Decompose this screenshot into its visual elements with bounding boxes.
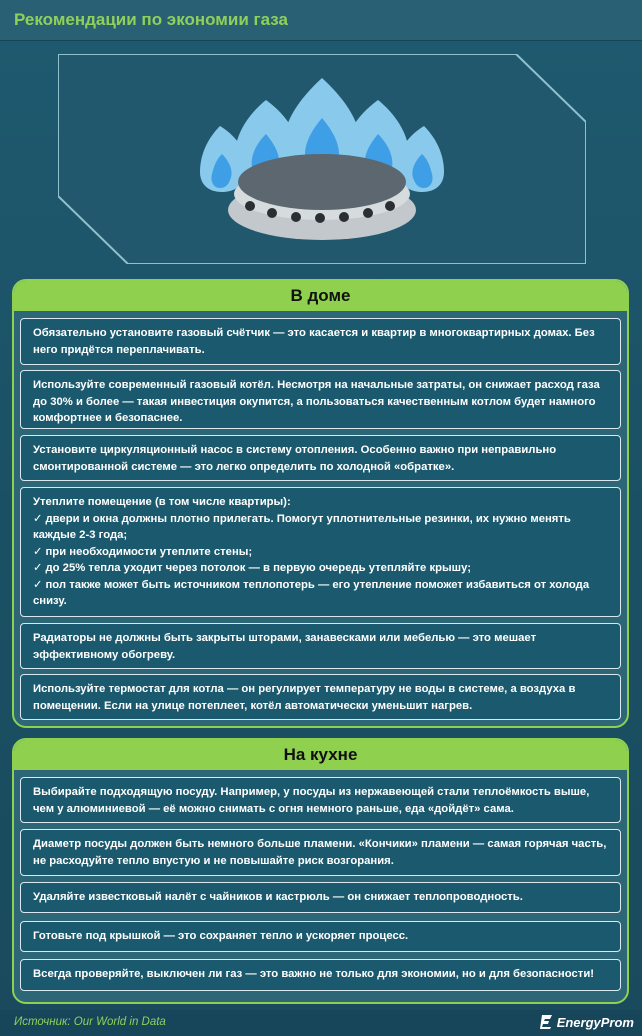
header-bar: [0, 0, 642, 41]
tip-card: [20, 959, 621, 991]
tip-text: Выбирайте подходящую посуду. Например, у посуды из нержавеющей стали теплоёмкость выше, чем у алюминиевой — её можно снимать с огня немного раньше, еда «дойдёт» сама.: [33, 786, 590, 815]
checkmark-icon: ✓: [33, 562, 43, 574]
tip-card-insulation: [20, 487, 621, 617]
page-title: Рекомендации по экономии газа: [14, 10, 288, 29]
tip-card: [20, 777, 621, 823]
tip-intro: Утеплите помещение (в том числе квартиры):: [33, 496, 291, 508]
section-home: [12, 279, 629, 728]
tip-text: Готовьте под крышкой — это сохраняет тепло и ускоряет процесс.: [33, 930, 409, 942]
check-item-text: до 25% тепла уходит через потолок — в первую очередь утепляйте крышу;: [45, 562, 471, 574]
section-kitchen-title: На кухне: [14, 740, 627, 770]
gas-burner-icon: [58, 54, 586, 264]
tip-text: Радиаторы не должны быть закрыты шторами, занавесками или мебелью — это мешает эффективному обогреву.: [33, 632, 537, 661]
check-item-text: пол также может быть источником теплопотерь — его утепление поможет избавиться от холода снизу.: [33, 578, 590, 607]
tip-card: [20, 370, 621, 429]
tip-card: [20, 829, 621, 876]
tip-card: [20, 674, 621, 720]
energyprom-logo-icon: [540, 1014, 554, 1030]
tip-card: [20, 882, 621, 913]
brand-name: EnergyProm: [556, 1014, 634, 1030]
section-kitchen: [12, 738, 629, 1004]
brand-logo: [540, 1014, 634, 1030]
check-item: [33, 544, 608, 561]
check-item: [33, 560, 608, 577]
hero-illustration: [58, 54, 586, 264]
tip-text: Используйте термостат для котла — он регулирует температуру не воды в системе, а воздуха в помещении. Если на улице потеплеет, котёл автоматически уменьшит нагрев.: [33, 683, 576, 712]
tip-card: [20, 435, 621, 481]
section-home-title: В доме: [14, 281, 627, 311]
source-note: Источник: Our World in Data: [14, 1016, 166, 1028]
tip-text: Обязательно установите газовый счётчик — это касается и квартир в многоквартирных домах. Без него придётся переплачивать.: [33, 327, 595, 356]
checkmark-icon: ✓: [33, 512, 43, 525]
tip-card: [20, 318, 621, 365]
checkmark-icon: ✓: [33, 578, 43, 591]
tip-card: [20, 623, 621, 669]
tip-text: Всегда проверяйте, выключен ли газ — это важно не только для экономии, но и для безопасности!: [33, 968, 595, 980]
footer: [0, 1010, 642, 1036]
check-item-text: двери и окна должны плотно прилегать. Помогут уплотнительные резинки, их нужно менять каждые 2-3 года;: [33, 512, 571, 541]
tip-card: [20, 921, 621, 952]
check-item: [33, 577, 608, 610]
tip-text: Удаляйте известковый налёт с чайников и кастрюль — он снижает теплопроводность.: [33, 891, 523, 903]
tip-text: Используйте современный газовый котёл. Несмотря на начальные затраты, он снижает расход газа до 30% и более — такая инвестиция окупится, а пользоваться качественным котлом будет намного комфортнее и безопаснее.: [33, 379, 600, 424]
check-item: [33, 511, 608, 544]
check-item-text: при необходимости утеплите стены;: [45, 545, 253, 558]
tip-text: Диаметр посуды должен быть немного больше пламени. «Кончики» пламени — самая горячая часть, не расходуйте тепло впустую и не повышайте риск возгорания.: [33, 838, 607, 867]
checkmark-icon: ✓: [33, 545, 43, 558]
tip-text: Установите циркуляционный насос в систему отопления. Особенно важно при неправильно смонтированной системе — это легко определить по холодной «обратке».: [33, 444, 557, 473]
